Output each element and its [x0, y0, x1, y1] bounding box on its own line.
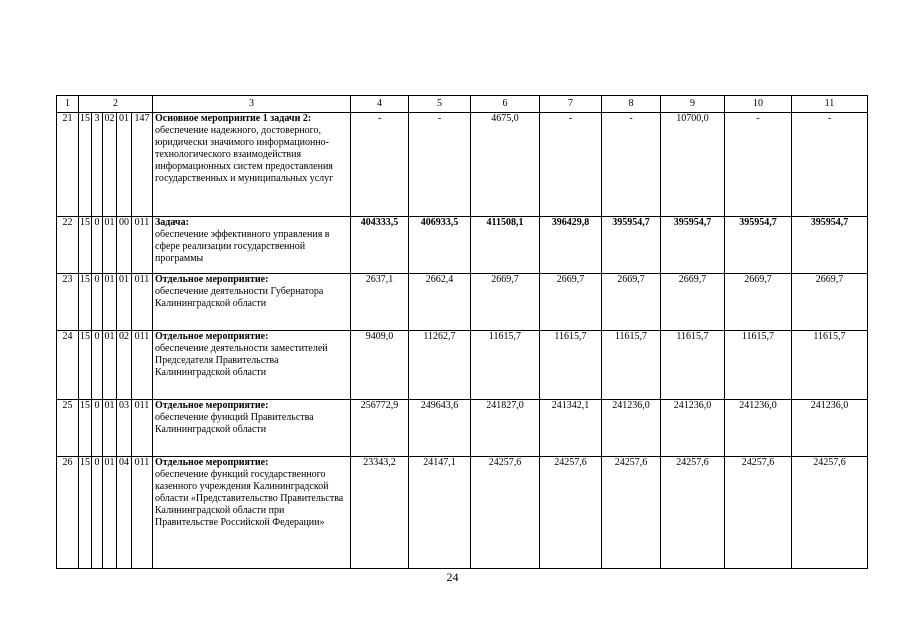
- header-cell: 1: [57, 96, 79, 113]
- value-cell: 24257,6: [471, 457, 540, 569]
- value-cell: -: [540, 113, 602, 217]
- budget-table: [56, 95, 868, 569]
- code-cell: 3: [92, 113, 103, 217]
- table-row: [57, 457, 868, 569]
- activity-cell: [153, 274, 351, 331]
- activity-cell: [153, 113, 351, 217]
- code-cell: 01: [117, 274, 132, 331]
- code-cell: 15: [79, 457, 92, 569]
- value-cell: 395954,7: [661, 217, 725, 274]
- code-cell: 0: [92, 274, 103, 331]
- value-cell: 24257,6: [661, 457, 725, 569]
- value-cell: 11262,7: [409, 331, 471, 400]
- activity-description: обеспечение деятельности заместителей Председателя Правительства Калининградской области: [155, 343, 328, 378]
- value-cell: 406933,5: [409, 217, 471, 274]
- header-cell: 6: [471, 96, 540, 113]
- value-cell: 241236,0: [602, 400, 661, 457]
- value-cell: 396429,8: [540, 217, 602, 274]
- code-cell: 0: [92, 331, 103, 400]
- activity-title: Отдельное мероприятие:: [155, 457, 269, 468]
- table-row: [57, 400, 868, 457]
- row-number-cell: 21: [57, 113, 79, 217]
- code-cell: 15: [79, 113, 92, 217]
- code-cell: 0: [92, 457, 103, 569]
- header-row: [57, 96, 868, 113]
- code-cell: 15: [79, 400, 92, 457]
- activity-title: Отдельное мероприятие:: [155, 400, 269, 411]
- value-cell: 11615,7: [602, 331, 661, 400]
- header-cell: 4: [351, 96, 409, 113]
- code-cell: 011: [132, 400, 153, 457]
- header-cell: 2: [79, 96, 153, 113]
- code-cell: 15: [79, 217, 92, 274]
- row-number-cell: 24: [57, 331, 79, 400]
- value-cell: 404333,5: [351, 217, 409, 274]
- activity-description: обеспечение эффективного управления в сфере реализации государственной программы: [155, 229, 330, 264]
- value-cell: 2669,7: [792, 274, 868, 331]
- table-row: [57, 217, 868, 274]
- value-cell: 395954,7: [725, 217, 792, 274]
- code-cell: 147: [132, 113, 153, 217]
- activity-description: обеспечение функций Правительства Калининградской области: [155, 412, 314, 435]
- value-cell: 241827,0: [471, 400, 540, 457]
- header-cell: 11: [792, 96, 868, 113]
- value-cell: 2669,7: [602, 274, 661, 331]
- value-cell: 2669,7: [471, 274, 540, 331]
- value-cell: 23343,2: [351, 457, 409, 569]
- code-cell: 0: [92, 400, 103, 457]
- table-row: [57, 331, 868, 400]
- code-cell: 01: [103, 400, 117, 457]
- value-cell: -: [792, 113, 868, 217]
- activity-description: обеспечение функций государственного казенного учреждения Калининградской области «Представительство Правительства Калининградской области при Правительстве Российской Федерации»: [155, 469, 344, 528]
- code-cell: 15: [79, 331, 92, 400]
- header-cell: 9: [661, 96, 725, 113]
- value-cell: 11615,7: [725, 331, 792, 400]
- activity-cell: [153, 217, 351, 274]
- activity-cell: [153, 331, 351, 400]
- row-number-cell: 22: [57, 217, 79, 274]
- value-cell: 2669,7: [661, 274, 725, 331]
- code-cell: 01: [103, 217, 117, 274]
- value-cell: 249643,6: [409, 400, 471, 457]
- activity-cell: [153, 457, 351, 569]
- value-cell: 241236,0: [792, 400, 868, 457]
- value-cell: -: [409, 113, 471, 217]
- value-cell: 24257,6: [725, 457, 792, 569]
- value-cell: 11615,7: [471, 331, 540, 400]
- value-cell: -: [602, 113, 661, 217]
- value-cell: 24257,6: [792, 457, 868, 569]
- value-cell: 2662,4: [409, 274, 471, 331]
- value-cell: 4675,0: [471, 113, 540, 217]
- code-cell: 011: [132, 217, 153, 274]
- code-cell: 011: [132, 331, 153, 400]
- header-cell: 8: [602, 96, 661, 113]
- activity-title: Отдельное мероприятие:: [155, 331, 269, 342]
- value-cell: 395954,7: [602, 217, 661, 274]
- header-cell: 5: [409, 96, 471, 113]
- value-cell: 24257,6: [602, 457, 661, 569]
- value-cell: 11615,7: [792, 331, 868, 400]
- value-cell: 241236,0: [661, 400, 725, 457]
- value-cell: 24147,1: [409, 457, 471, 569]
- code-cell: 04: [117, 457, 132, 569]
- value-cell: 11615,7: [661, 331, 725, 400]
- activity-description: обеспечение надежного, достоверного, юридически значимого информационно-технологического взаимодействия информационных систем предоставления государственных и муниципальных услуг: [155, 125, 334, 184]
- value-cell: 11615,7: [540, 331, 602, 400]
- code-cell: 03: [117, 400, 132, 457]
- code-cell: 01: [117, 113, 132, 217]
- value-cell: 2669,7: [540, 274, 602, 331]
- header-cell: 10: [725, 96, 792, 113]
- value-cell: 10700,0: [661, 113, 725, 217]
- code-cell: 02: [117, 331, 132, 400]
- activity-description: обеспечение деятельности Губернатора Калининградской области: [155, 286, 324, 309]
- code-cell: 01: [103, 274, 117, 331]
- activity-cell: [153, 400, 351, 457]
- code-cell: 00: [117, 217, 132, 274]
- value-cell: 411508,1: [471, 217, 540, 274]
- row-number-cell: 26: [57, 457, 79, 569]
- header-cell: 3: [153, 96, 351, 113]
- page-number: 24: [446, 570, 459, 584]
- value-cell: 24257,6: [540, 457, 602, 569]
- code-cell: 01: [103, 457, 117, 569]
- value-cell: 395954,7: [792, 217, 868, 274]
- value-cell: -: [351, 113, 409, 217]
- code-cell: 01: [103, 331, 117, 400]
- code-cell: 011: [132, 274, 153, 331]
- value-cell: 2669,7: [725, 274, 792, 331]
- value-cell: 2637,1: [351, 274, 409, 331]
- value-cell: -: [725, 113, 792, 217]
- table-row: [57, 274, 868, 331]
- code-cell: 0: [92, 217, 103, 274]
- table-row: [57, 113, 868, 217]
- code-cell: 15: [79, 274, 92, 331]
- header-cell: 7: [540, 96, 602, 113]
- code-cell: 011: [132, 457, 153, 569]
- value-cell: 241342,1: [540, 400, 602, 457]
- activity-title: Основное мероприятие 1 задачи 2:: [155, 113, 312, 124]
- code-cell: 02: [103, 113, 117, 217]
- row-number-cell: 23: [57, 274, 79, 331]
- value-cell: 256772,9: [351, 400, 409, 457]
- activity-title: Задача:: [155, 217, 189, 228]
- activity-title: Отдельное мероприятие:: [155, 274, 269, 285]
- value-cell: 9409,0: [351, 331, 409, 400]
- value-cell: 241236,0: [725, 400, 792, 457]
- row-number-cell: 25: [57, 400, 79, 457]
